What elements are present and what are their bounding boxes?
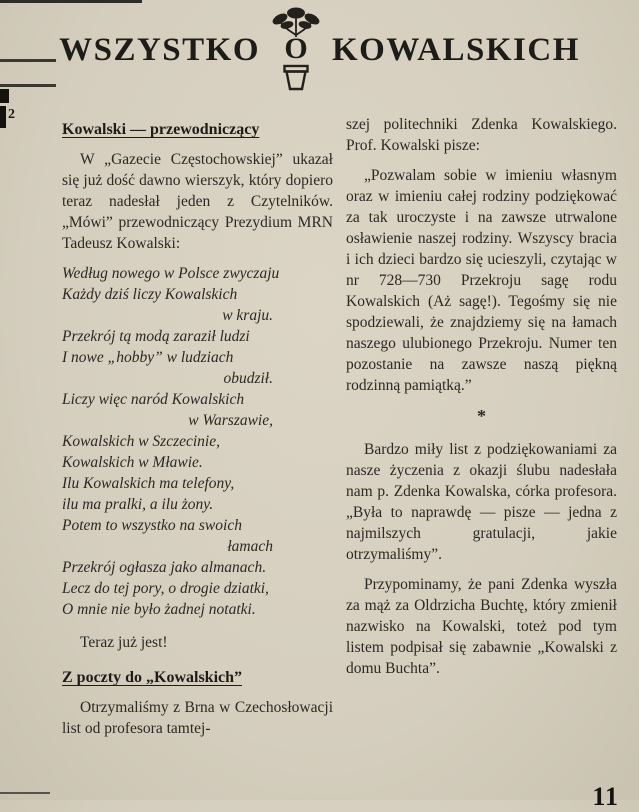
poem-line: Lecz do tej pory, o drogie dziatki, [62,580,269,597]
poem-conclusion: Teraz już jest! [80,634,168,651]
poem-line: Kowalskich w Mławie. [62,454,203,471]
title-word-left: WSZYSTKO [59,32,260,68]
poem-line: Przekrój tą modą zaraził ludzi [62,328,250,345]
star-divider: * [477,406,486,426]
section-heading-z-poczty: Z poczty do „Kowalskich” [62,669,243,686]
poem-line: O mnie nie było żadnej notatki. [62,601,256,618]
left-column [62,119,333,748]
poem-line: Liczy więc naród Kowalskich [62,391,245,408]
flower-pot-icon [282,64,310,91]
paragraph: W „Gazecie Częstochowskiej” ukazał się już dość dawno wierszyk, który dopiero teraz nadesłał jeden z Czytelników. „Mówi” przewodniczący Prezydium MRN Tadeusz Kowalski: [62,151,333,252]
title-letter-o: O [284,32,308,65]
poem-line: ilu ma pralki, a ilu żony. [62,496,214,513]
poem-line: w Warszawie, [188,412,273,429]
poem-line: Kowalskich w Szczecinie, [62,433,220,450]
scan-edge-mark [0,106,6,128]
margin-number: 2 [8,107,15,122]
poem-line: obudził. [223,370,273,387]
poem-line: w kraju. [222,307,273,324]
right-column [346,114,617,688]
poem [62,263,333,620]
article-title [0,6,639,91]
paragraph-letter-quote: „Pozwalam sobie w imieniu własnym oraz w imieniu całej rodziny podziękować za tak uroczyste i na zawsze utrwalone osławienie naszej rodziny. Wszyscy bracia i ich dzieci bardzo się ucieszyli, czytając w nr 728—730 Przekroju sagę rodu Kowalskich (Aż sagę!). Tegośmy się nie spodziewali, że znajdziemy się na łamach naszego ulubionego Przekroju. Numer ten pozostanie na zawsze naszą piękną rodzinną pamiątką.” [346,167,617,394]
page-number: 11 [592,782,619,811]
section-heading-kowalski-przewodniczacy: Kowalski — przewodniczący [62,121,260,138]
paragraph-continuation: szej politechniki Zdenka Kowalskiego. Prof. Kowalski pisze: [346,116,617,154]
poem-line: łamach [227,538,273,555]
poem-line: Według nowego w Polsce zwyczaju [62,265,280,282]
paragraph: Przypominamy, że pani Zdenka wyszła za mąż za Oldrzicha Buchtę, który zmienił nazwisko na Kowalski, toteż pod tym listem podpisał się zabawnie „Kowalski z domu Buchta”. [346,576,617,677]
poem-line: Przekrój ogłasza jako almanach. [62,559,267,576]
poem-line: Ilu Kowalskich ma telefony, [62,475,235,492]
scan-edge-line [0,0,142,3]
scan-edge-line [0,792,50,794]
paragraph: Otrzymaliśmy z Brna w Czechosłowacji list od profesora tamtej- [62,699,333,737]
title-word-right: KOWALSKICH [332,32,580,68]
poem-line: Każdy dziś liczy Kowalskich [62,286,238,303]
flower-pot-ornament [270,6,322,91]
poem-line: I nowe „hobby” w ludziach [62,349,234,366]
paragraph: Bardzo miły list z podziękowaniami za nasze życzenia z okazji ślubu nadesłała nam p. Zdenka Kowalska, córka profesora. „Była to naprawdę — pisze — jedna z najmilszych gratulacji, jakie otrzymaliśmy”. [346,441,617,563]
poem-line: Potem to wszystko na swoich [62,517,242,534]
scan-edge-mark [0,89,9,103]
